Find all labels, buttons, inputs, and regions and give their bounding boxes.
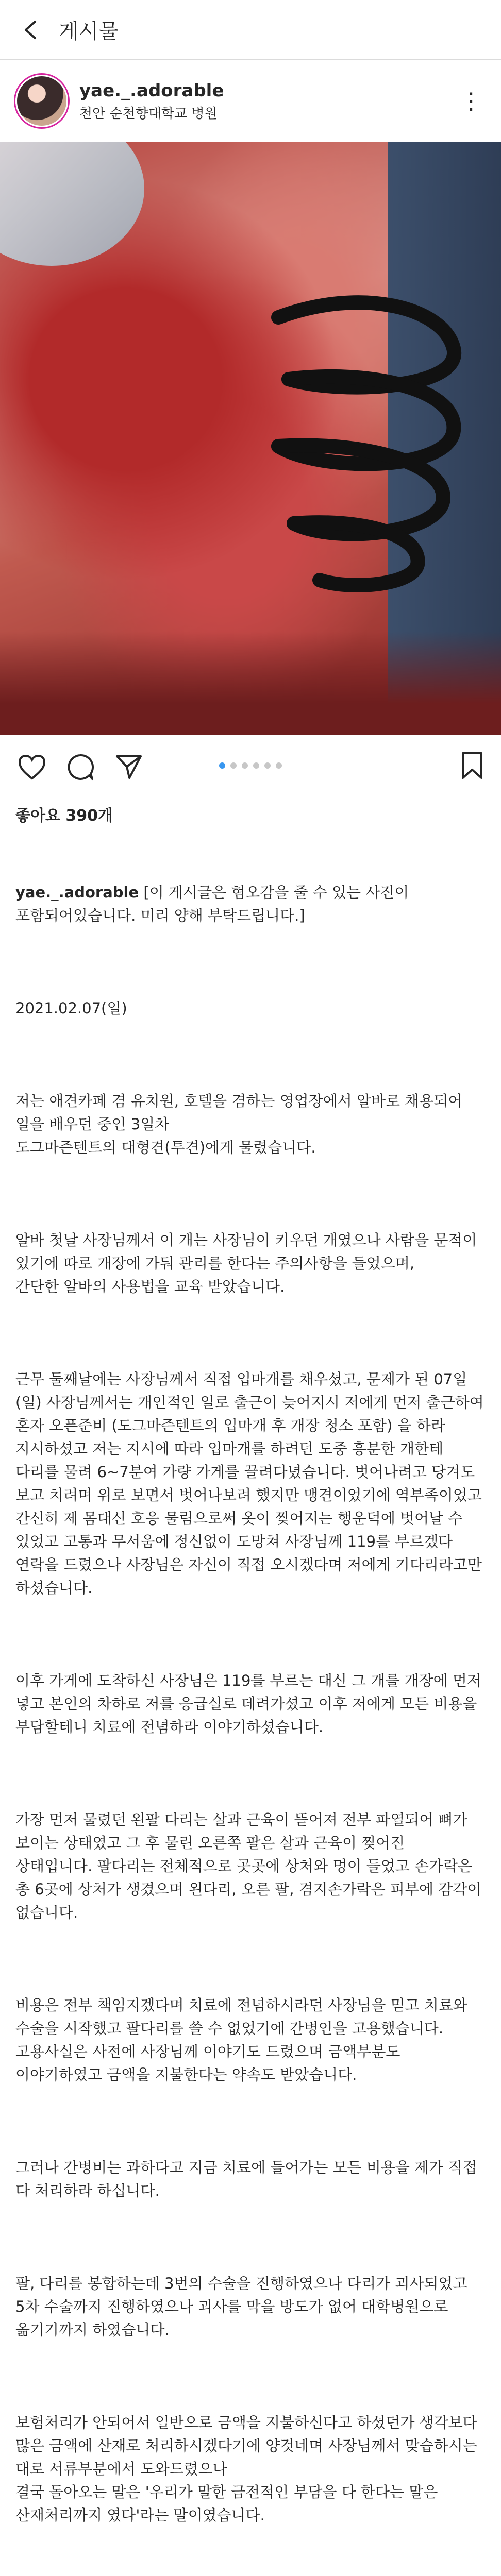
share-icon[interactable] [112, 751, 145, 784]
post-location[interactable]: 천안 순천향대학교 병원 [79, 106, 218, 122]
caption-paragraph: 저는 애견카페 겸 유치원, 호텔을 겸하는 영업장에서 알바로 채용되어 일을 배우던 중인 3일차 도그마즌텐트의 대형견(투견)에게 물렸습니다. [15, 1092, 463, 1156]
post-actions [0, 735, 501, 800]
caption-paragraph: 근무 둘째날에는 사장님께서 직접 입마개를 채우셨고, 문제가 된 07일(일) 사장님께서는 개인적인 일로 출근이 늦어지시 저에게 먼저 출근하여 혼자 오픈준비 (도그마즌텐트의 입마개 후 개장 청소 포함) 을 하라 지시하셨고 저는 지시에 따라 입마개를 하려던 도중 흥분한 개한테 다리를 물려 6~7분여 가량 가게를 끌려다녔습니다. 벗어나려고 당겨도 보고 치려며 위로 보면서 벗어나보려 했지만 맹견이었기에 역부족이었고 간신히 제 몸대신 호응 물림으로써 옷이 찢어지는 행운덕에 벗어날 수 있었고 고통과 무서움에 정신없이 도망쳐 사장님께 119를 부르겠다 연락을 드렸으나 사장님은 자신이 직접 오시겠다며 저에게 기다리라고만 하셨습니다. [15, 1370, 489, 1597]
comment-icon[interactable] [64, 751, 97, 784]
likes-count[interactable]: 좋아요 390개 [15, 807, 113, 825]
author-meta [79, 80, 455, 122]
back-arrow-icon[interactable] [15, 14, 46, 45]
caption-paragraph: 가장 먼저 물렸던 왼팔 다리는 살과 근육이 뜯어져 전부 파열되어 뼈가 보이는 상태였고 그 후 물린 오른쪽 팔은 살과 근육이 찢어진 상태입니다. 팔다리는 전체적으로 곳곳에 상처와 멍이 들었고 손가락은 총 6곳에 상처가 생겼으며 왼다리, 오른 팔, 겸지손가락은 피부에 감각이 없습니다. [15, 1811, 487, 1921]
heart-icon[interactable] [15, 751, 48, 784]
post-photo[interactable] [0, 142, 501, 735]
carousel-dot [230, 762, 237, 769]
post-header [0, 60, 501, 142]
photo-window-region [0, 142, 144, 266]
carousel-dot [219, 762, 225, 769]
post-caption [0, 825, 501, 2576]
more-options-icon[interactable]: ⋮ [460, 88, 480, 114]
photo-bottom-region [0, 632, 501, 735]
carousel-dot [253, 762, 259, 769]
bookmark-icon[interactable] [461, 751, 483, 782]
caption-paragraph: 팔, 다리를 봉합하는데 3번의 수술을 진행하였으나 다리가 괴사되었고 5차 수술까지 진행하였으나 괴사를 막을 방도가 없어 대학병원으로 옮기기까지 하였습니다. [15, 2275, 472, 2338]
avatar[interactable] [15, 75, 68, 127]
caption-warning: [이 게시글은 혐오감을 줄 수 있는 사진이 포함되어있습니다. 미리 양해 부탁드립니다.] [15, 884, 414, 924]
caption-paragraph: 그러나 간병비는 과하다고 지금 치료에 들어가는 모든 비용을 제가 직접 다 처리하라 하십니다. [15, 2159, 482, 2199]
page-title: 게시물 [59, 20, 119, 43]
caption-paragraph: 보험처리가 안되어서 일반으로 금액을 지불하신다고 하셨던가 생각보다 많은 금액에 산재로 처리하시겠다기에 양것네며 사장님께서 맞습하시는 대로 서류부분에서 도와드렸으나 결국 돌아오는 말은 '우리가 말한 금전적인 부담을 다 한다는 말은 산재처리까지 였다'라는 말이였습니다. [15, 2414, 477, 2524]
carousel-dot [242, 762, 248, 769]
caption-paragraph: 비용은 전부 책임지겠다며 치료에 전념하시라던 사장님을 믿고 치료와 수술을 시작했고 팔다리를 쓸 수 없었기에 간병인을 고용했습니다. 고용사실은 사전에 사장님께 이야기도 드렸으며 금액부분도 이야기하였고 금액을 지불한다는 약속도 받았습니다. [15, 1996, 473, 2083]
carousel-dot [264, 762, 271, 769]
carousel-dot [276, 762, 282, 769]
caption-username[interactable]: yae._.adorable [15, 884, 139, 901]
author-username[interactable]: yae._.adorable [79, 80, 224, 101]
caption-paragraph: 알바 첫날 사장님께서 이 개는 사장님이 키우던 개였으나 사람을 문적이 있기에 따로 개장에 가둬 관리를 한다는 주의사항을 들었으며, 간단한 알바의 사용법을 교육 받았습니다. [15, 1231, 477, 1295]
photo-censor-scribble [258, 276, 474, 596]
caption-paragraph: 이후 가게에 도착하신 사장님은 119를 부르는 대신 그 개를 개장에 먼저 넣고 본인의 차하로 저를 응급실로 데려가셨고 이후 저에게 모든 비용을 부담할테니 치료에 전념하라 이야기하셨습니다. [15, 1672, 487, 1736]
caption-paragraph: 2021.02.07(일) [15, 999, 127, 1017]
top-bar [0, 0, 501, 60]
caption-first-paragraph [15, 881, 486, 927]
